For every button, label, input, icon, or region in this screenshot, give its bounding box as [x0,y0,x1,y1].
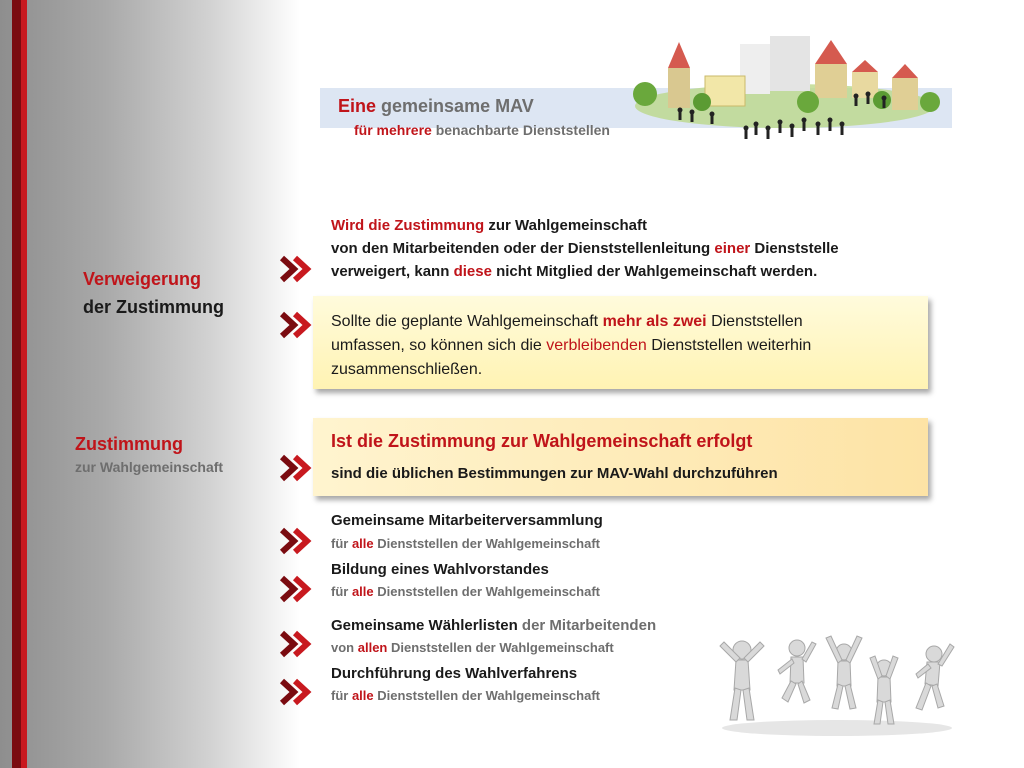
step-subtitle [331,688,600,703]
text: nicht Mitglied der Wahlgemeinschaft werden. [491,263,818,280]
text: Dienststellen weiterhin [646,337,812,354]
town-illustration [620,36,950,148]
text: für [331,584,352,599]
text: Dienststellen der Wahlgemeinschaft [387,640,614,655]
text-red: diese [453,263,492,280]
refusal-label [83,265,224,321]
step-title [331,617,656,634]
refusal-text [331,214,839,283]
text: Durchführung des Wahlverfahrens [331,665,578,682]
text: für [331,688,352,703]
double-chevron-icon [276,526,316,556]
text: umfassen, so können sich die [331,337,547,354]
slide-title [338,96,534,117]
text-red: mehr als zwei [602,313,707,330]
consent-headline: Ist die Zustimmung zur Wahlgemeinschaft erfolgt [331,431,753,451]
double-chevron-icon [276,310,316,340]
consent-label [75,432,223,478]
double-chevron-icon [276,574,316,604]
text-red: alle [351,584,374,599]
text: für [331,536,352,551]
text: Dienststellen der Wahlgemeinschaft [373,688,600,703]
double-chevron-icon [276,254,316,284]
text: Dienststellen der Wahlgemeinschaft [373,584,600,599]
step-title [331,665,577,682]
double-chevron-icon [276,677,316,707]
step-subtitle [331,640,614,655]
text: Dienststellen [706,313,803,330]
consent-label-line2: zur Wahlgemeinschaft [75,459,224,475]
double-chevron-icon [276,629,316,659]
refusal-label-line2: der Zustimmung [83,297,225,317]
step-title [331,561,549,578]
step-subtitle [331,584,600,599]
text: Gemeinsame Mitarbeiterversammlung [331,512,603,529]
text: von den Mitarbeitenden oder der Dienststellenleitung [331,240,715,257]
subtitle-rest: benachbarte Dienststellen [435,122,610,138]
text: Dienststelle [750,240,839,257]
text: zusammenschließen. [331,361,483,378]
subtitle-red: für mehrere [354,122,432,138]
text: Bildung eines Wahlvorstandes [331,561,549,578]
text-red: verbleibenden [546,337,647,354]
text: Sollte die geplante Wahlgemeinschaft [331,313,603,330]
sidebar-stripe [12,0,21,768]
sidebar-stripe-accent [21,0,27,768]
text-red: einer [714,240,751,257]
double-chevron-icon [276,453,316,483]
text-red: alle [351,536,374,551]
text-red: alle [351,688,374,703]
text: zur Wahlgemeinschaft [484,217,648,234]
title-rest: gemeinsame MAV [381,96,534,116]
sidebar-gradient [0,0,300,768]
text: verweigert, kann [331,263,454,280]
jumping-people-illustration [712,628,962,738]
consent-label-line1: Zustimmung [75,434,183,454]
step-subtitle [331,536,600,551]
text: Dienststellen der Wahlgemeinschaft [373,536,600,551]
text-grey: der Mitarbeitenden [517,617,657,634]
text-red: allen [357,640,388,655]
refusal-label-line1: Verweigerung [83,269,202,289]
text: Gemeinsame Wählerlisten [331,617,518,634]
consent-subline: sind die üblichen Bestimmungen zur MAV-Wahl durchzuführen [331,465,778,482]
text: von [331,640,358,655]
text-red: Wird die Zustimmung [331,217,485,234]
title-red: Eine [338,96,377,116]
slide-subtitle [354,122,610,138]
merge-note-text [331,310,811,382]
step-title [331,512,603,529]
